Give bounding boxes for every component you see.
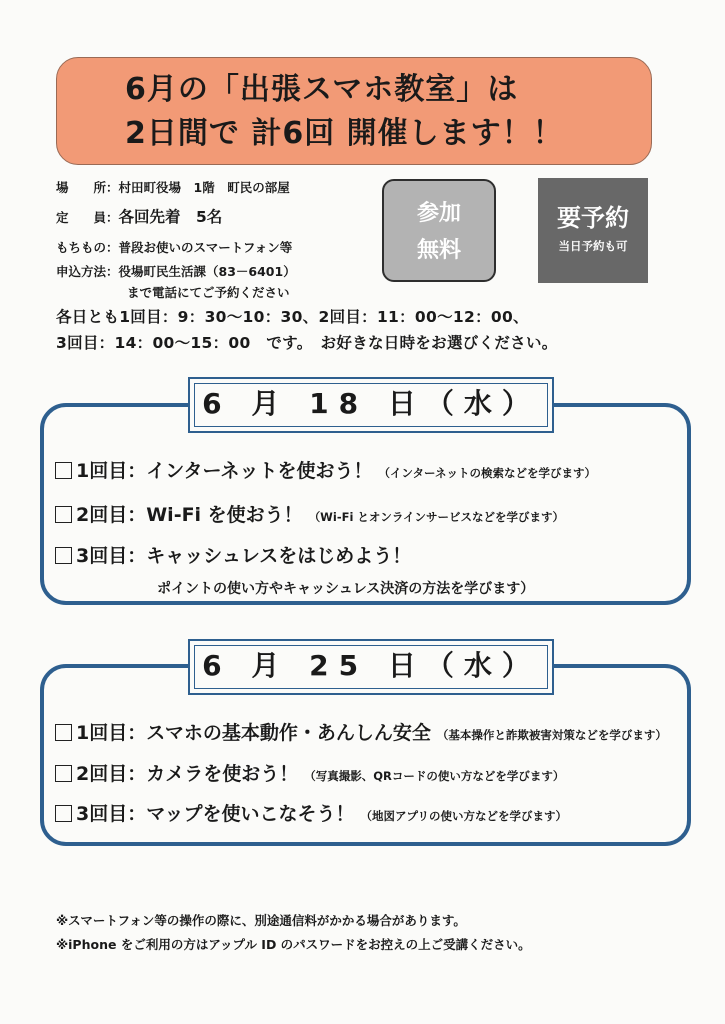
title-banner [56, 57, 652, 165]
schedule-line-1: 各日とも1回目：9：30～10：30、2回目：11：00～12：00、 [56, 308, 529, 326]
apply-row [56, 262, 296, 280]
checkbox-icon [55, 547, 72, 564]
day1-session-2: 2回目：Wi-Fi を使おう！ （Wi-Fi とオンラインサービスなどを学びます） [55, 500, 564, 527]
location-value: 村田町役場 1階 町民の部屋 [118, 180, 290, 195]
checkbox-icon [55, 506, 72, 523]
reservation-badge-sub: 当日予約も可 [558, 239, 628, 253]
apply-row-2: まで電話にてご予約ください [127, 285, 290, 300]
footnote-2: ※iPhone をご利用の方はアップル ID のパスワードをお控えの上ご受講ください。 [56, 937, 531, 952]
checkbox-icon [55, 805, 72, 822]
title-line-2: 2日間で 計6回 開催します！！ [125, 116, 564, 151]
items-value: 普段お使いのスマートフォン等 [118, 240, 293, 255]
free-badge [382, 179, 496, 282]
day1-session-1: 1回目：インターネットを使おう！ （インターネットの検索などを学びます） [55, 456, 596, 483]
reservation-badge [538, 178, 648, 283]
day1-session-3-note: ポイントの使い方やキャッシュレス決済の方法を学びます） [157, 581, 535, 597]
day1-date-header: 6 月 18 日（水） [188, 377, 554, 433]
checkbox-icon [55, 765, 72, 782]
day2-session-3: 3回目：マップを使いこなそう！ （地図アプリの使い方などを学びます） [55, 799, 567, 826]
apply-label: 申込方法： [56, 264, 119, 279]
capacity-label: 定 員： [56, 210, 119, 225]
items-row [56, 238, 292, 256]
capacity-value: 各回先着 5名 [118, 208, 223, 226]
checkbox-icon [55, 724, 72, 741]
schedule-line-2: 3回目：14：00～15：00 です。 お好きな日時をお選びください。 [56, 334, 558, 352]
free-badge-line-1: 参加 [416, 201, 461, 226]
location-row [56, 178, 290, 196]
day2-session-2: 2回目：カメラを使おう！ （写真撮影、QRコードの使い方などを学びます） [55, 759, 564, 786]
capacity-row [56, 205, 222, 227]
reservation-badge-main: 要予約 [557, 204, 629, 232]
day2-session-1: 1回目：スマホの基本動作・あんしん安全 （基本操作と詐欺被害対策などを学びます） [55, 718, 667, 745]
footnote-1: ※スマートフォン等の操作の際に、別途通信料がかかる場合があります。 [56, 913, 466, 928]
checkbox-icon [55, 462, 72, 479]
items-label: もちもの： [56, 240, 119, 255]
day1-session-3: 3回目：キャッシュレスをはじめよう！ [55, 541, 411, 568]
free-badge-line-2: 無料 [416, 238, 461, 263]
apply-value: 役場町民生活課（83－6401） [118, 264, 296, 279]
title-line-1: 6月の「出張スマホ教室」は [125, 72, 519, 107]
day2-date-header: 6 月 25 日（水） [188, 639, 554, 695]
location-label: 場 所： [56, 180, 119, 195]
